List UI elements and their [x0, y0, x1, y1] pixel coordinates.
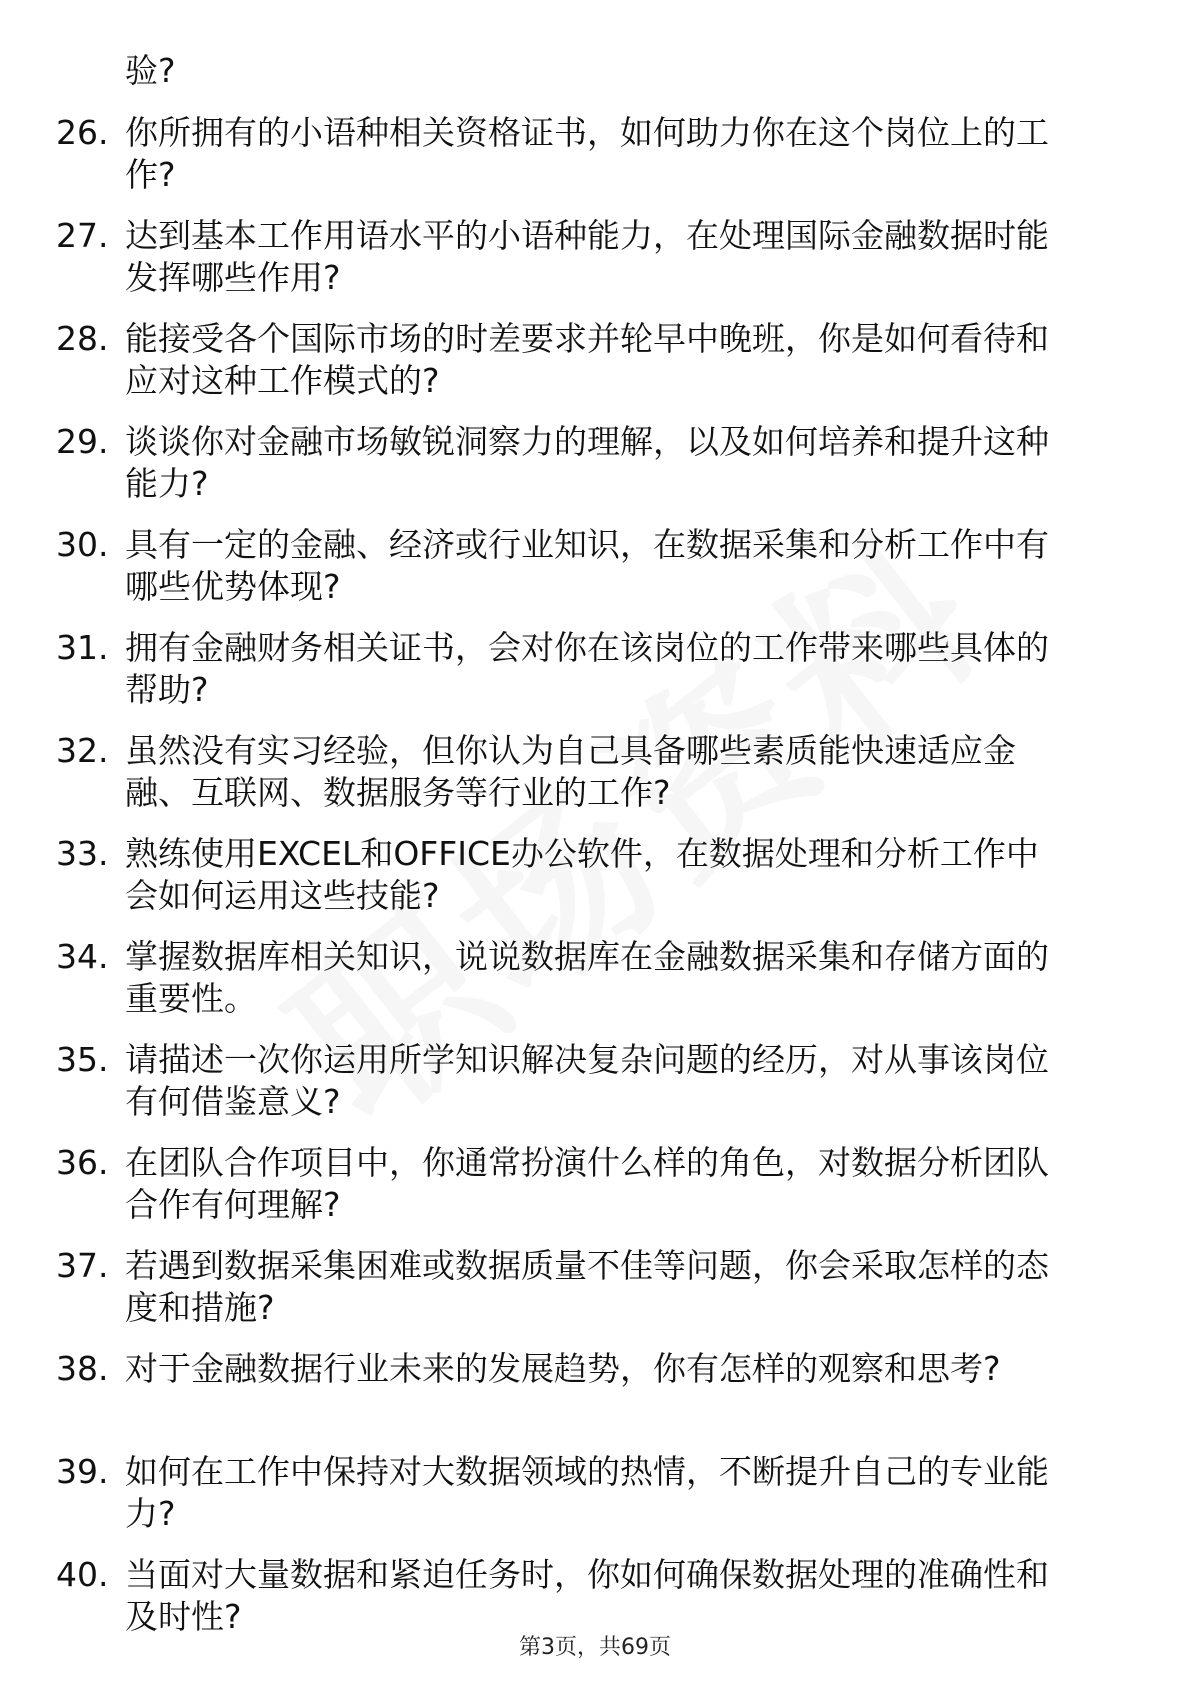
previous-question-continuation: 验? — [125, 51, 176, 90]
question-text — [125, 730, 1115, 814]
question-text-line: 哪些优势体现? — [125, 567, 341, 606]
question-text-line: 熟练使用EXCEL和OFFICE办公软件，在数据处理和分析工作中 — [125, 834, 1039, 873]
question-number: 30. — [56, 525, 109, 564]
question-item — [0, 627, 1190, 730]
question-text-line: 重要性。 — [125, 979, 257, 1018]
question-text — [125, 524, 1115, 608]
page-footer: 第3页，共69页 — [519, 1635, 671, 1660]
question-text-line: 作? — [125, 155, 176, 194]
question-text — [125, 318, 1115, 402]
question-text-line: 及时性? — [125, 1597, 242, 1636]
question-text-line: 对于金融数据行业未来的发展趋势，你有怎样的观察和思考? — [125, 1349, 1001, 1388]
question-text — [125, 627, 1115, 711]
question-number: 34. — [56, 937, 109, 976]
question-text-line: 有何借鉴意义? — [125, 1082, 341, 1121]
question-number: 32. — [56, 731, 109, 770]
question-number: 29. — [56, 422, 109, 461]
question-text — [125, 215, 1115, 299]
question-item — [0, 730, 1190, 833]
question-text-line: 达到基本工作用语水平的小语种能力，在处理国际金融数据时能 — [125, 216, 1049, 255]
question-text-line: 在团队合作项目中，你通常扮演什么样的角色，对数据分析团队 — [125, 1143, 1049, 1182]
question-number: 38. — [56, 1349, 109, 1388]
question-text — [125, 112, 1115, 196]
question-item — [0, 833, 1190, 936]
question-text-line: 若遇到数据采集困难或数据质量不佳等问题，你会采取怎样的态 — [125, 1246, 1049, 1285]
question-text-line: 发挥哪些作用? — [125, 258, 341, 297]
question-number: 31. — [56, 628, 109, 667]
question-text-line: 帮助? — [125, 670, 209, 709]
question-item — [0, 936, 1190, 1039]
question-text-line: 谈谈你对金融市场敏锐洞察力的理解，以及如何培养和提升这种 — [125, 422, 1049, 461]
question-text — [125, 1348, 1115, 1390]
question-list — [0, 112, 1190, 1657]
question-text-line: 如何在工作中保持对大数据领域的热情，不断提升自己的专业能 — [125, 1452, 1049, 1491]
question-number: 35. — [56, 1040, 109, 1079]
question-text — [125, 1039, 1115, 1123]
question-number: 40. — [56, 1555, 109, 1594]
question-text-line: 会如何运用这些技能? — [125, 876, 440, 915]
question-number: 27. — [56, 216, 109, 255]
question-item — [0, 1348, 1190, 1451]
question-number: 36. — [56, 1143, 109, 1182]
question-item — [0, 215, 1190, 318]
question-number: 28. — [56, 319, 109, 358]
question-text-line: 虽然没有实习经验，但你认为自己具备哪些素质能快速适应金 — [125, 731, 1016, 770]
question-text-line: 融、互联网、数据服务等行业的工作? — [125, 773, 671, 812]
question-text-line: 能力? — [125, 464, 209, 503]
question-item — [0, 318, 1190, 421]
question-text-line: 合作有何理解? — [125, 1185, 341, 1224]
question-item — [0, 524, 1190, 627]
question-text — [125, 421, 1115, 505]
question-text-line: 你所拥有的小语种相关资格证书，如何助力你在这个岗位上的工 — [125, 113, 1049, 152]
question-text — [125, 833, 1115, 917]
question-text — [125, 1245, 1115, 1329]
question-text-line: 能接受各个国际市场的时差要求并轮早中晚班，你是如何看待和 — [125, 319, 1049, 358]
question-text-line: 应对这种工作模式的? — [125, 361, 440, 400]
question-item — [0, 1039, 1190, 1142]
question-text-line: 掌握数据库相关知识，说说数据库在金融数据采集和存储方面的 — [125, 937, 1049, 976]
question-text-line: 度和措施? — [125, 1288, 275, 1327]
question-text — [125, 1554, 1115, 1638]
question-text — [125, 936, 1115, 1020]
question-text-line: 具有一定的金融、经济或行业知识，在数据采集和分析工作中有 — [125, 525, 1049, 564]
question-item — [0, 1245, 1190, 1348]
question-number: 39. — [56, 1452, 109, 1491]
question-text-line: 力? — [125, 1494, 176, 1533]
question-text-line: 请描述一次你运用所学知识解决复杂问题的经历，对从事该岗位 — [125, 1040, 1049, 1079]
question-text — [125, 1451, 1115, 1535]
question-number: 26. — [56, 113, 109, 152]
question-item — [0, 1142, 1190, 1245]
question-item — [0, 1451, 1190, 1554]
question-item — [0, 421, 1190, 524]
question-text-line: 拥有金融财务相关证书，会对你在该岗位的工作带来哪些具体的 — [125, 628, 1049, 667]
question-item — [0, 112, 1190, 215]
question-number: 37. — [56, 1246, 109, 1285]
question-number: 33. — [56, 834, 109, 873]
question-text — [125, 1142, 1115, 1226]
question-text-line: 当面对大量数据和紧迫任务时，你如何确保数据处理的准确性和 — [125, 1555, 1049, 1594]
